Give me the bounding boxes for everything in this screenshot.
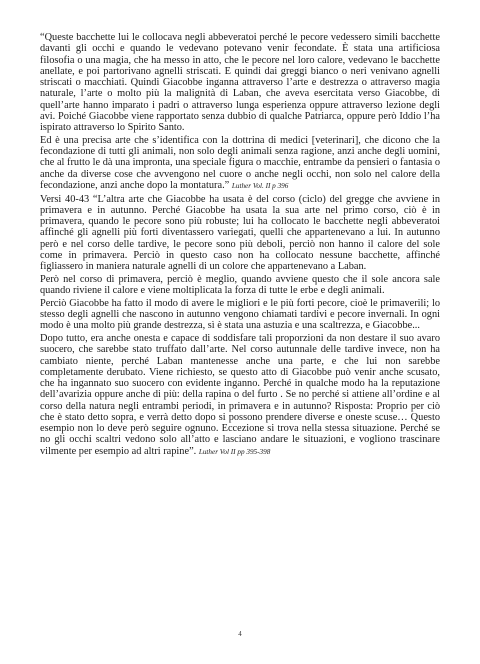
paragraph-4 — [40, 274, 440, 297]
citation-reference: Luther Vol II pp 395-398 — [198, 447, 271, 456]
paragraph-text: Ed è una precisa arte che s’identifica con la dottrina di medici [veterinari], che dicono che la fecondazione di tutti gli animali, non solo degli animali senza ragione, anzi anche degli uomini, che al frutto le dà una impronta, una speciale figura o macchie, entrambe da pensieri o fantasia o anche da diverse cose che avvengono nel cuore o anche negli occhi, non solo nel calore della fecondazione, anzi anche dopo la montatura.” — [40, 134, 440, 191]
paragraph-text: Dopo tutto, era anche onesta e capace di soddisfare tali proporzioni da non destare il suo avaro suocero, che sarebbe stato truffato dall’arte. Nel corso autunnale delle tardive invece, non ha cambiato niente, perché Laban mantenesse anche una parte, e che lui non sarebbe completamente derubato. Viene richiesto, se questo atto di Giacobbe può venir anche scusato, che ha ingannato suo suocero con evidente inganno. Perché in qualche modo ha la reputazione dell’avarizia oppure anche di più: della rapina o del furto . Se no perché si attiene all’ordine e al corso della natura negli entrambi periodi, in primavera e in autunno? Risposta: Proprio per ciò che è stato detto sopra, e verrà detto dopo si possono prendere diverse e oneste scuse… Questo esempio non lo deve però seguire ognuno. Eccezione si trova nella stessa situazione. Perché se no gli occhi scaltri vedono solo all’atto e lasciano andare le situazioni, e vogliono trascinare vilmente per esempio ad altri rapine”. — [40, 333, 440, 457]
paragraph-5 — [40, 298, 440, 332]
document-body — [40, 32, 440, 458]
citation-reference: Luther Vol. II p 396 — [231, 181, 289, 190]
paragraph-text: Però nel corso di primavera, perciò è meglio, quando avviene questo che il sole ancora sale quando riviene il calore e viene moltiplicata la forza di tutte le erbe e degli animali. — [40, 273, 440, 296]
paragraph-text: “Queste bacchette lui le collocava negli abbeveratoi perché le pecore vedessero simili bacchette davanti gli occhi e quando le vedevano potevano venir fecondate. È stata una artificiosa filosofia o una magia, che ha messo in atto, che le pecore nel loro calore, vedevano le bacchette anellate, e poi partorivano agnelli striscati. E quindi dai greggi bianco o neri venivano agnelli striscati o macchiati. Quindi Giacobbe inganna attraverso l’arte e destrezza o attraverso magia naturale, l’arte o molto più la malignità di Laban, che aveva esercitata verso Giacobbe, di quell’arte hanno imparato i padri o attraverso lunga esperienza oppure attraverso lezione degli avi. Poiché Giacobbe viene rapportato senza dubbio di qualche Patriarca, oppure però Iddio l’ha ispirato attraverso lo Spirito Santo. — [40, 32, 440, 133]
paragraph-2 — [40, 135, 440, 192]
page-number: 4 — [238, 630, 242, 638]
paragraph-text: Perciò Giacobbe ha fatto il modo di avere le migliori e le più forti pecore, cioè le primaverili; lo stesso degli agnelli che nascono in autunno vengono chiamati tardivi e pecore invernali. In ogni modo è una molto più grande destrezza, sì è stata una astuzia e una scaltrezza, e Giacobbe... — [40, 297, 440, 332]
paragraph-1 — [40, 32, 440, 133]
paragraph-text: Versi 40-43 “L’altra arte che Giacobbe ha usata è del corso (ciclo) del gregge che avviene in primavera e in autunno. Perché Giacobbe ha usata la sua arte nel primo corso, ciò è in primavera, quando le pecore sono più robuste; lui ha collocato le bacchette negli abbeveratoi affinché gli agnelli più forti diventassero variegati, quelli che appartenevano a lui. In autunno però e nel corso delle tardive, le pecore sono più deboli, perciò non hanno il calore del sole come in primavera. Perciò in questo caso non ha collocato nessune bacchette, affinché figliassero in maniera naturale agnelli di un colore che appartenevano a Laban. — [40, 193, 440, 272]
paragraph-3 — [40, 194, 440, 273]
paragraph-6 — [40, 333, 440, 458]
